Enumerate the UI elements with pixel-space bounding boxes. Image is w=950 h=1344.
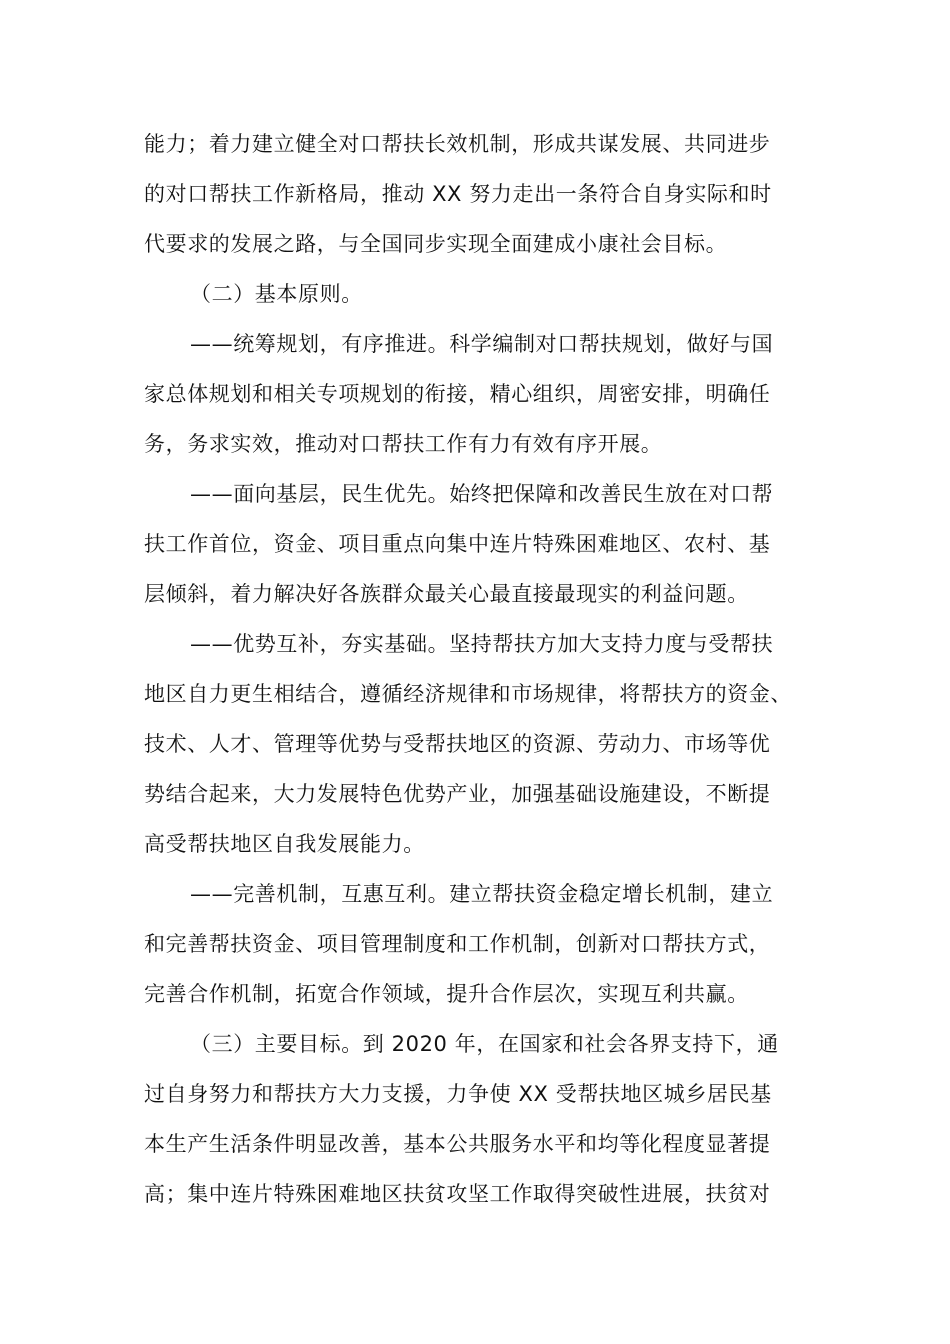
text-line: ——统筹规划，有序推进。科学编制对口帮扶规划，做好与国: [190, 332, 774, 356]
text-line: ——完善机制，互惠互利。建立帮扶资金稳定增长机制，建立: [190, 882, 774, 906]
text-line: 地区自力更生相结合，遵循经济规律和市场规律，将帮扶方的资金、: [144, 682, 792, 706]
text-line: 过自身努力和帮扶方大力支援，力争使 XX 受帮扶地区城乡居民基: [144, 1082, 772, 1106]
text-line: 层倾斜，着力解决好各族群众最关心最直接最现实的利益问题。: [144, 582, 749, 606]
section-heading-main-goals: （三）主要目标。到 2020 年，在国家和社会各界支持下，通: [190, 1032, 779, 1056]
text-line: 高；集中连片特殊困难地区扶贫攻坚工作取得突破性进展，扶贫对: [144, 1182, 771, 1206]
text-line: 完善合作机制，拓宽合作领域，提升合作层次，实现互利共赢。: [144, 982, 749, 1006]
text-line: 扶工作首位，资金、项目重点向集中连片特殊困难地区、农村、基: [144, 532, 771, 556]
text-line: 能力；着力建立健全对口帮扶长效机制，形成共谋发展、共同进步: [144, 132, 771, 156]
text-line: 势结合起来，大力发展特色优势产业，加强基础设施建设，不断提: [144, 782, 771, 806]
section-heading-basic-principles: （二）基本原则。: [190, 282, 363, 306]
text-line: 和完善帮扶资金、项目管理制度和工作机制，创新对口帮扶方式，: [144, 932, 771, 956]
text-line: 代要求的发展之路，与全国同步实现全面建成小康社会目标。: [144, 232, 728, 256]
text-line: 技术、人才、管理等优势与受帮扶地区的资源、劳动力、市场等优: [144, 732, 771, 756]
text-line: 的对口帮扶工作新格局，推动 XX 努力走出一条符合自身实际和时: [144, 182, 772, 206]
text-line: 家总体规划和相关专项规划的衔接，精心组织，周密安排，明确任: [144, 382, 771, 406]
text-line: ——优势互补，夯实基础。坚持帮扶方加大支持力度与受帮扶: [190, 632, 774, 656]
text-line: 务，务求实效，推动对口帮扶工作有力有效有序开展。: [144, 432, 663, 456]
text-line: 本生产生活条件明显改善，基本公共服务水平和均等化程度显著提: [144, 1132, 771, 1156]
text-line: 高受帮扶地区自我发展能力。: [144, 832, 425, 856]
text-line: ——面向基层，民生优先。始终把保障和改善民生放在对口帮: [190, 482, 774, 506]
document-body: [144, 119, 824, 1219]
